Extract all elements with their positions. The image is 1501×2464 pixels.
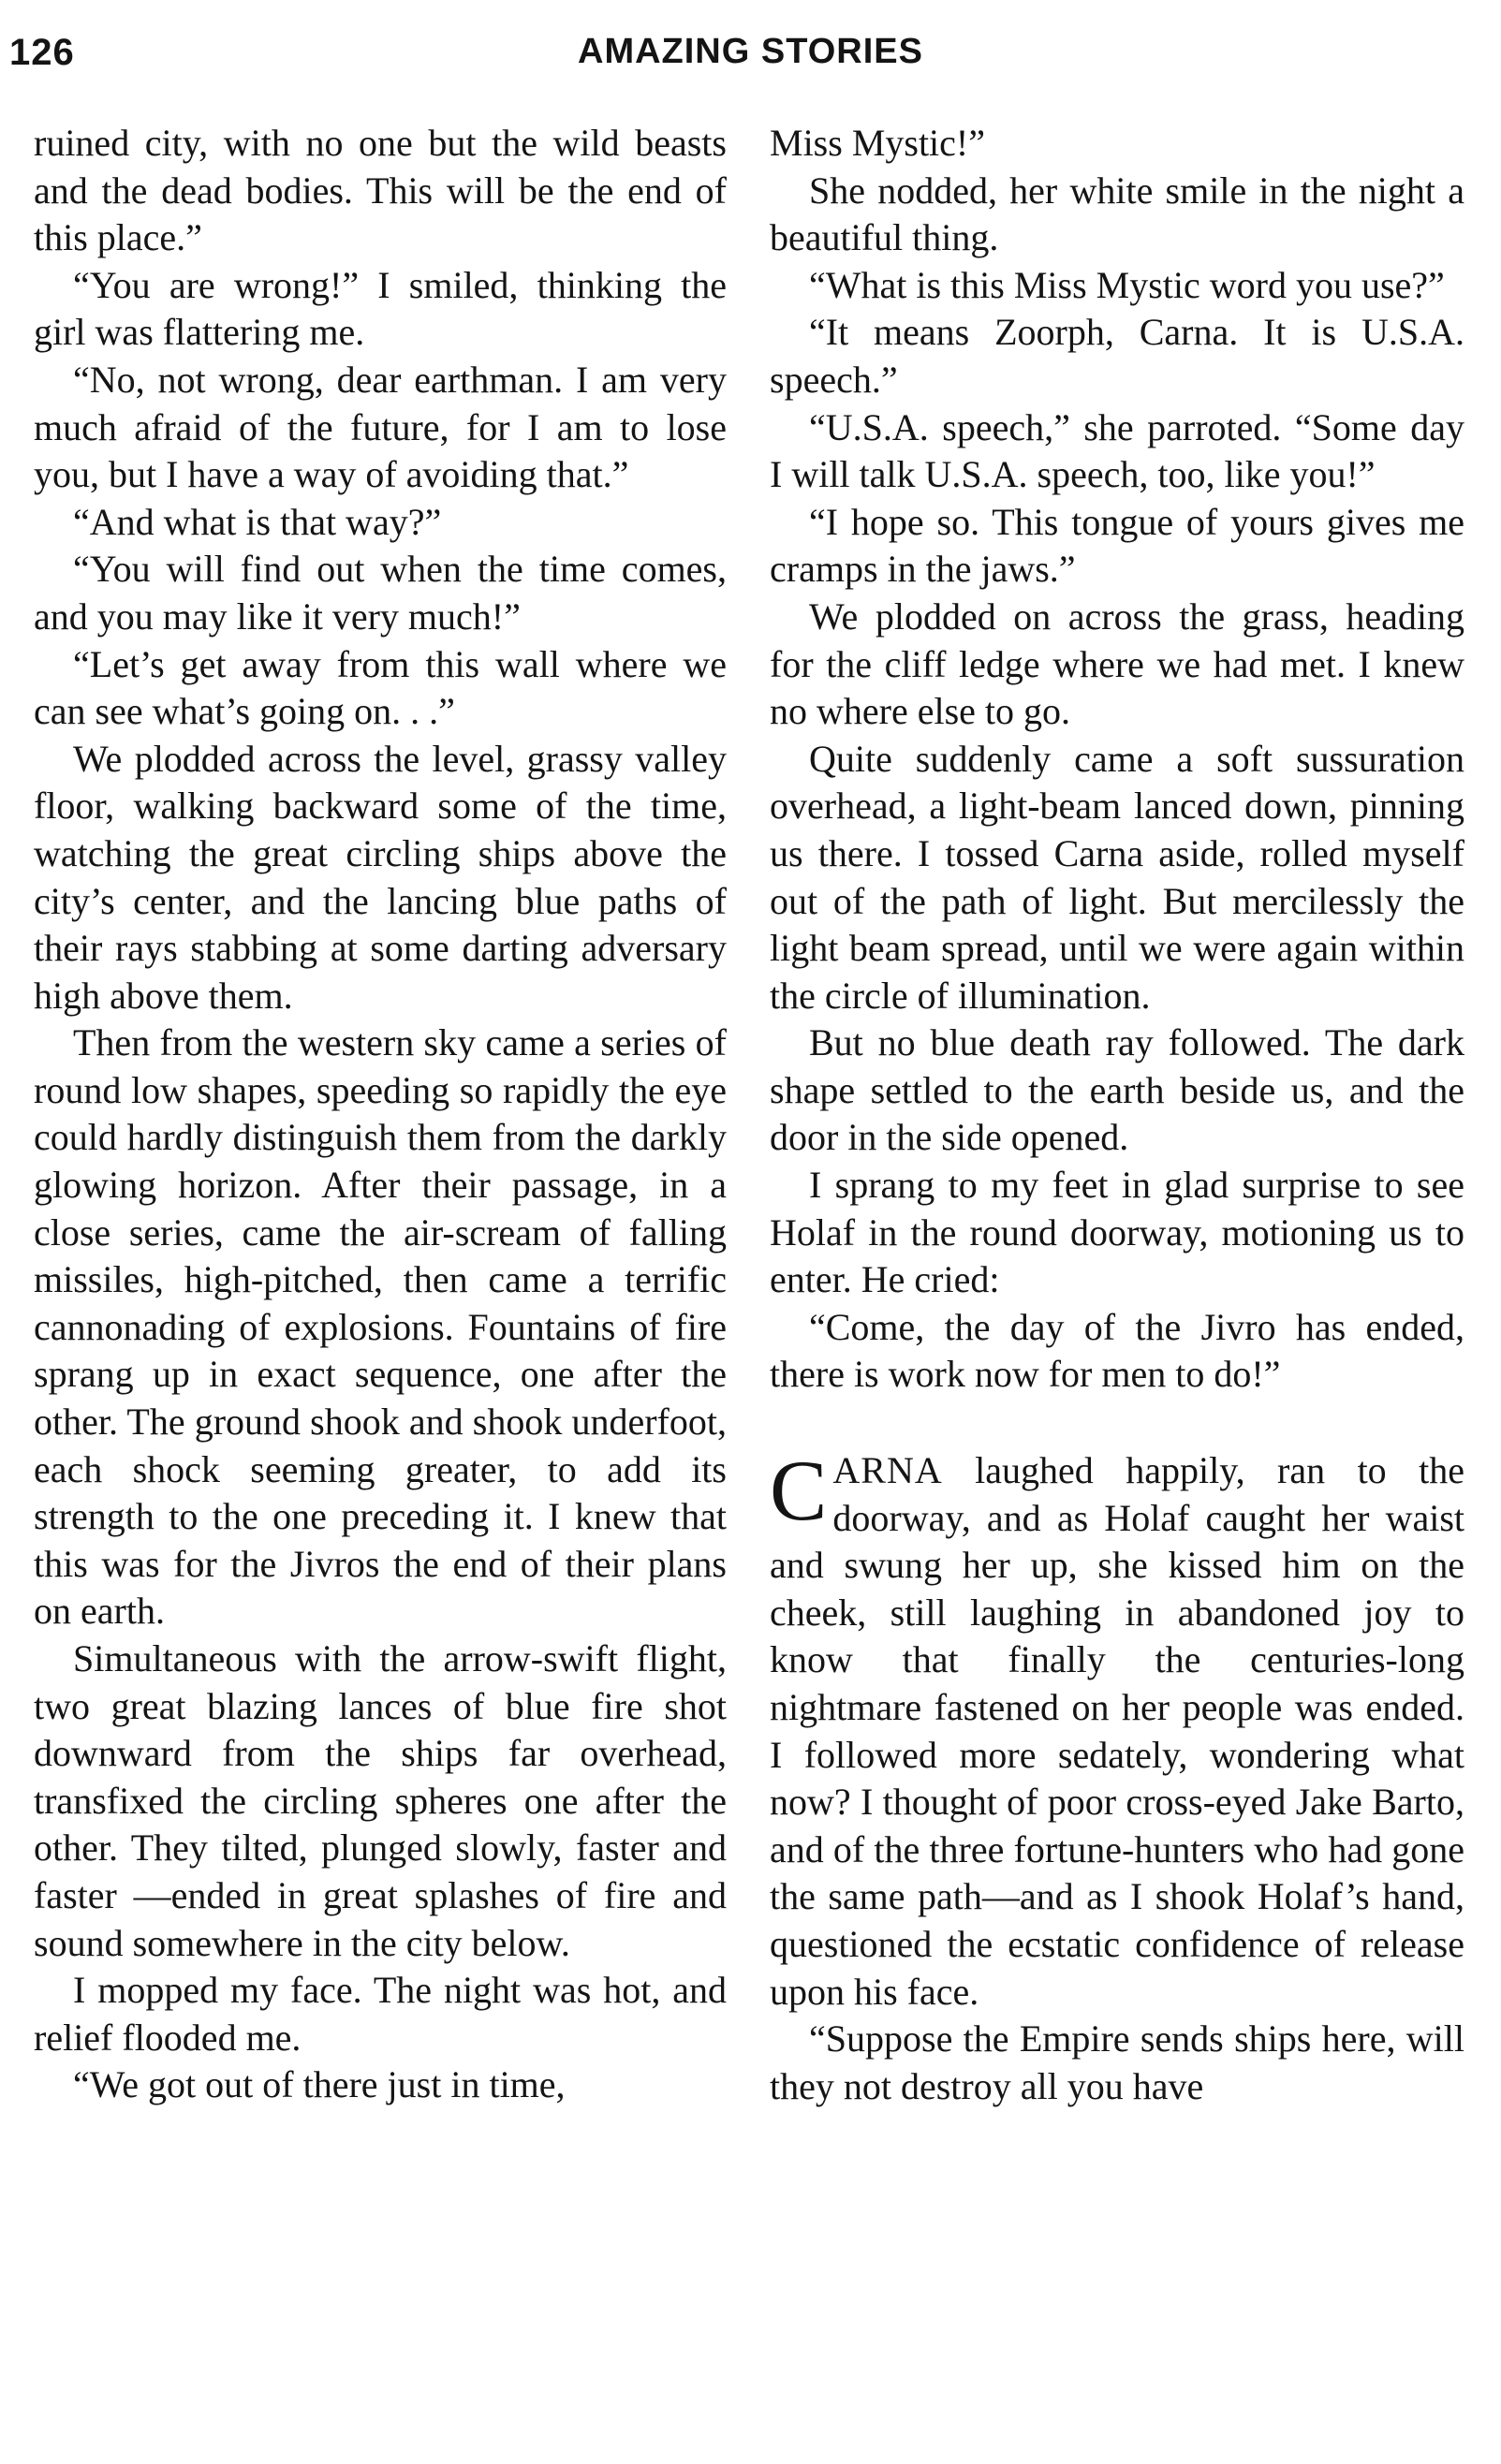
paragraph: We plodded on across the grass, heading for the cliff ledge where we had met. I knew no where else to go. bbox=[770, 594, 1464, 733]
right-column bbox=[770, 120, 1464, 2110]
paragraph: She nodded, her white smile in the night a beautiful thing. bbox=[770, 169, 1464, 259]
paragraph: “I hope so. This tongue of yours gives me cramps in the jaws.” bbox=[770, 500, 1464, 591]
paragraph: “You will find out when the time comes, and you may like it very much!” bbox=[34, 548, 727, 638]
paragraph: “What is this Miss Mystic word you use?” bbox=[809, 263, 1445, 306]
paragraph: “Suppose the Empire sends ships here, will they not destroy all you have bbox=[770, 2017, 1464, 2107]
paragraph: “U.S.A. speech,” she parroted. “Some day I will talk U.S.A. speech, too, like you!” bbox=[770, 405, 1464, 496]
paragraph: “Come, the day of the Jivro has ended, there is work now for men to do!” bbox=[770, 1305, 1464, 1396]
paragraph: “No, not wrong, dear earthman. I am very much afraid of the future, for I am to lose you, but I have a way of avoiding that.” bbox=[34, 358, 727, 496]
paragraph: “It means Zoorph, Carna. It is U.S.A. speech.” bbox=[770, 311, 1464, 401]
paragraph: We plodded across the level, grassy valley floor, walking backward some of the time, watching the great circling ships above the city’s center, and the lancing blue paths of their rays stabbing at some darting adversary high above them. bbox=[34, 737, 727, 1017]
paragraph: I mopped my face. The night was hot, and relief flooded me. bbox=[34, 1969, 727, 2059]
page-header bbox=[0, 26, 1501, 82]
paragraph: Miss Mystic!” bbox=[770, 122, 985, 164]
paragraph-rest: laughed happily, ran to the doorway, and as Holaf caught her waist and swung her up, she kissed him on the cheek, still laughing in abandoned joy to know that finally the centuries-long nightmare fastened on her people was ended. I followed more sedately, wondering what now? I thought of poor cross-eyed Jake Barto, and of the three fortune-hunters who had gone the same path—and as I shook Holaf’s hand, questioned the ecstatic confidence of release upon his face. bbox=[770, 1449, 1464, 2013]
paragraph: “You are wrong!” I smiled, thinking the girl was flattering me. bbox=[34, 263, 727, 354]
paragraph: Then from the western sky came a series of round low shapes, speeding so rapidly the eye could hardly distinguish them from the darkly glowing horizon. After their passage, in a close series, came the air-scream of falling missiles, high-pitched, then came a terrific cannonading of explosions. Fountains of fire sprang up in exact sequence, one after the other. The ground shook and shook underfoot, each shock seeming greater, to add its strength to the one preceding it. I knew that this was for the Jivros the end of their plans on earth. bbox=[34, 1021, 727, 1633]
section-break bbox=[770, 1399, 1464, 1447]
running-title: AMAZING STORIES bbox=[578, 32, 923, 71]
page-number: 126 bbox=[9, 32, 75, 73]
paragraph: Simultaneous with the arrow-swift flight, two great blazing lances of blue fire shot downward from the ships far overhead, transfixed the circling spheres one after the other. They tilted, plunged slowly, faster and faster —ended in great splashes of fire and sound somewhere in the city below. bbox=[34, 1637, 727, 1964]
paragraph: “We got out of there just in time, bbox=[73, 2063, 566, 2106]
paragraph: But no blue death ray followed. The dark shape settled to the earth beside us, and the door in the side opened. bbox=[770, 1021, 1464, 1159]
lead-in: ARNA bbox=[832, 1449, 943, 1492]
paragraph: “Let’s get away from this wall where we can see what’s going on. . .” bbox=[34, 642, 727, 733]
left-column bbox=[34, 120, 727, 2109]
paragraph: Quite suddenly came a soft sussuration overhead, a light-beam lanced down, pinning us there. I tossed Carna aside, rolled myself out of the path of light. But mercilessly the light beam spread, until we were again within the circle of illumination. bbox=[770, 737, 1464, 1017]
drop-cap: C bbox=[770, 1443, 828, 1539]
paragraph: ruined city, with no one but the wild beasts and the dead bodies. This will be the end of this place.” bbox=[34, 122, 727, 259]
paragraph: “And what is that way?” bbox=[73, 500, 442, 543]
section-opening-paragraph bbox=[770, 1443, 1464, 2016]
paragraph: I sprang to my feet in glad surprise to see Holaf in the round doorway, motioning us to enter. He cried: bbox=[770, 1164, 1464, 1301]
